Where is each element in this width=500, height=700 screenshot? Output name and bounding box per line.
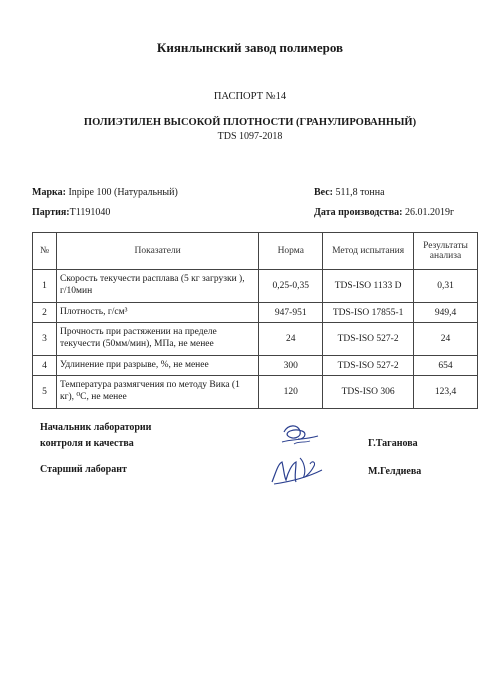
row-indicator: Прочность при растяжении на пределе текучести (50мм/мин), МПа, не менее — [56, 323, 258, 356]
row-result: 654 — [414, 356, 478, 376]
header-result: Результаты анализа — [414, 233, 478, 270]
weight-value: 511,8 тонна — [335, 187, 385, 198]
weight-label: Вес: — [314, 187, 333, 198]
date-label: Дата производства: — [314, 207, 403, 218]
signature-mark-head — [278, 422, 322, 450]
date-value: 26.01.2019г — [404, 207, 455, 218]
weight-line — [314, 187, 385, 198]
row-method: TDS-ISO 306 — [323, 376, 414, 409]
row-norm: 0,25-0,35 — [259, 270, 323, 303]
header-number: № — [33, 233, 57, 270]
standard-code: TDS 1097-2018 — [217, 131, 283, 142]
brand-value: Inpipe 100 (Натуральный) — [68, 187, 178, 198]
row-norm: 947-951 — [259, 303, 323, 323]
batch-label: Партия: — [32, 207, 70, 218]
table-row — [33, 323, 478, 356]
head-lab-title-line2: контроля и качества — [40, 438, 134, 449]
brand-line — [32, 187, 178, 198]
signature-mark-senior — [266, 452, 326, 490]
row-method: TDS-ISO 17855-1 — [323, 303, 414, 323]
row-indicator: Температура размягчения по методу Вика (1 кг), ⁰С, не менее — [56, 376, 258, 409]
table-row — [33, 303, 478, 323]
table-header-row — [33, 233, 478, 270]
row-norm: 120 — [259, 376, 323, 409]
row-indicator: Удлинение при разрыве, %, не менее — [56, 356, 258, 376]
senior-lab-name: М.Гелдиева — [368, 466, 422, 477]
table-row — [33, 270, 478, 303]
row-indicator: Плотность, г/см³ — [56, 303, 258, 323]
batch-value: T1191040 — [69, 207, 111, 218]
row-indicator: Скорость текучести расплава (5 кг загрузки ), г/10мин — [56, 270, 258, 303]
table-row — [33, 356, 478, 376]
results-table — [32, 232, 478, 409]
row-method: TDS-ISO 527-2 — [323, 323, 414, 356]
date-line — [314, 207, 454, 218]
batch-line — [32, 207, 110, 218]
row-number: 3 — [33, 323, 57, 356]
header-norm: Норма — [259, 233, 323, 270]
head-lab-name: Г.Таганова — [368, 438, 418, 449]
row-number: 1 — [33, 270, 57, 303]
header-method: Метод испытания — [323, 233, 414, 270]
row-norm: 24 — [259, 323, 323, 356]
row-result: 0,31 — [414, 270, 478, 303]
brand-label: Марка: — [32, 187, 66, 198]
row-result: 949,4 — [414, 303, 478, 323]
table-row — [33, 376, 478, 409]
passport-number: ПАСПОРТ №14 — [213, 91, 287, 102]
row-number: 5 — [33, 376, 57, 409]
row-result: 123,4 — [414, 376, 478, 409]
row-result: 24 — [414, 323, 478, 356]
company-name: Киянлынский завод полимеров — [156, 40, 344, 55]
head-lab-title-line1: Начальник лаборатории — [40, 422, 152, 433]
senior-lab-title: Старший лаборант — [40, 464, 127, 475]
product-title: ПОЛИЭТИЛЕН ВЫСОКОЙ ПЛОТНОСТИ (ГРАНУЛИРОВАННЫЙ) — [83, 117, 417, 128]
row-method: TDS-ISO 527-2 — [323, 356, 414, 376]
row-number: 2 — [33, 303, 57, 323]
row-method: TDS-ISO 1133 D — [323, 270, 414, 303]
row-number: 4 — [33, 356, 57, 376]
header-indicator: Показатели — [56, 233, 258, 270]
row-norm: 300 — [259, 356, 323, 376]
